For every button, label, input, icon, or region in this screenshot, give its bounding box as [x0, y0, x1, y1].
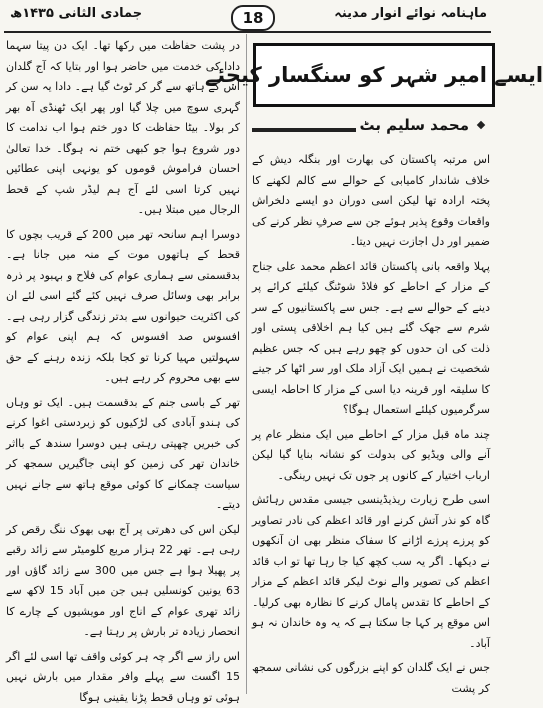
page-header [4, 4, 491, 33]
paragraph: دوسرا اہم سانحہ تھر میں 200 کے قریب بچوں کا قحط کے ہاتھوں موت کے منہ میں جانا ہے۔ بدقسمتی سے ہماری عوام کی فلاح و بہبود پر ذرہ برابر بھی وسائل صرف نہیں کئے گئے اسی لئے ان کی اکثریت حیوانوں سے بدتر زندگی گزار رہی ہے۔ افسوس صد افسوس کہ ہم اپنی عوام کو سہولتیں مہیا کرنا تو کجا بلکہ زندہ رہنے کے حق سے بھی محروم کر رہے ہیں۔ [6, 225, 240, 389]
paragraph: چند ماہ قبل مزار کے احاطے میں ایک منظر عام پر آنے والی ویڈیو کی بدولت کو نشانہ بنایا گیا لیکن ارباب اختیار کے کانوں پر جوں تک نہیں رینگی۔ [252, 425, 490, 487]
article-title-box [253, 43, 495, 107]
paragraph: اس مرتبہ پاکستان کی بھارت اور بنگلہ دیش کے خلاف شاندار کامیابی کے حوالے سے کالم لکھنے کا پختہ ارادہ تھا لیکن اسی دوران دو ایسے دلخراش واقعات وقوع پذیر ہوئے جن سے صرفِ نظر کرنے کی ضمیر اور دل اجازت نہیں دیتا۔ [252, 150, 490, 253]
paragraph: اسی طرح زیارت ریذیڈینسی جیسی مقدس رہائش گاہ کو نذر آتش کرنے اور قائد اعظم کی نادر تصاویر کو پرزے پرزے اڑانے کا سفاک منظر بھی ان آنکھوں نے دیکھا۔ اگر یہ سب کچھ کیا جا رہا تھا تو اب قائد اعظم کی تصویر والے نوٹ لیکر قائد اعظم کے مزار کے احاطے کا تقدس پامال کرنے کا نظارہ بھی کرلیا۔ اس موقع پر کہا جا سکتا ہے کہ یہ وہ خاندان نہ ہو آباد۔ [252, 490, 490, 654]
page-number: 18 [231, 5, 275, 31]
byline-diamond-icon [477, 121, 485, 129]
right-column [252, 150, 490, 696]
paragraph: لیکن اس کی دھرتی پر آج بھی بھوک ننگ رقص کر رہی ہے۔ تھر 22 ہزار مربع کلومیٹر سے زائد رقبے پر پھیلا ہوا ہے جس میں 300 سے زائد گاؤں اور 63 یونین کونسلیں ہیں جن میں آباد 15 لاکھ سے زائد تھری عوام کے اناج اور مویشیوں کے چارے کا انحصار زیادہ تر بارش پر رہتا ہے۔ [6, 520, 240, 643]
paragraph: پہلا واقعہ بانی پاکستان قائد اعظم محمد علی جناح کے مزار کے احاطے کو فلاڈ شوٹنگ کیلئے کرائے پر دینے کے حوالے سے ہے۔ جس سے پاکستانیوں کے سر شرم سے جھک گئے ہیں کیا ہم اخلاقی پستی اور ذلت کی ان حدوں کو چھو رہے ہیں کہ جس عظیم شخصیت نے ہمیں ایک آزاد ملک اور سر اٹھا کر جینے کا سلیقہ اور قرینہ دیا اسی کے مزار کا احاطہ ایسی سرگرمیوں کیلئے استعمال ہوگا؟ [252, 257, 490, 421]
paragraph: در پشت حفاظت میں رکھا تھا۔ ایک دن پیتا سہما دادا کی خدمت میں حاضر ہوا اور بتایا کہ آج گلدان اس کے ہاتھ سے گر کر ٹوٹ گیا ہے۔ دادا یہ سن کر گہری سوچ میں چلا گیا اور پھر ایک ٹھنڈی آہ بھر کر بولا۔ بیٹا حفاظت کا دور ختم ہوا اب ندامت کا دور شروع ہوا جو کبھی ختم نہ ہوگا۔ خدا تعالیٰ احسان فراموش قوموں کو یونہی اپنی عطائیں نہیں کرتا اسی لئے آج ہم لیڈر شپ کے قحط الرجال میں مبتلا ہیں۔ [6, 36, 240, 221]
column-divider [246, 34, 247, 694]
article-title: ایسے امیر شہر کو سنگسار کیجئے [205, 63, 543, 87]
paragraph: تھر کے باسی جنم کے بدقسمت ہیں۔ ایک تو وہاں کی ہندو آبادی کی لڑکیوں کو زبردستی اغوا کرنے کی خبریں چھپتی رہتی ہیں دوسرا سندھ کے بااثر خاندان تھر کی زمین کو اپنی جاگیریں سمجھ کر سیاست چمکانے کا کوئی موقع ہاتھ سے جانے نہیں دیتے۔ [6, 393, 240, 516]
paragraph: جس نے ایک گلدان کو اپنے بزرگوں کی نشانی سمجھ کر پشت [252, 658, 490, 699]
author-name: محمد سلیم بٹ [356, 116, 472, 134]
magazine-name: ماہنامہ نوائے انوار مدینہ [334, 6, 487, 21]
issue-date: جمادی الثانی ۱۴۳۵ھ [10, 6, 142, 21]
author-byline [252, 112, 490, 142]
left-column [6, 36, 240, 696]
paragraph: اس راز سے اگر چہ ہر کوئی واقف تھا اسی لئے اگر 15 اگست سے پہلے وافر مقدار میں بارش نہیں ہوئی تو وہاں قحط پڑنا یقینی ہوگا [6, 647, 240, 708]
